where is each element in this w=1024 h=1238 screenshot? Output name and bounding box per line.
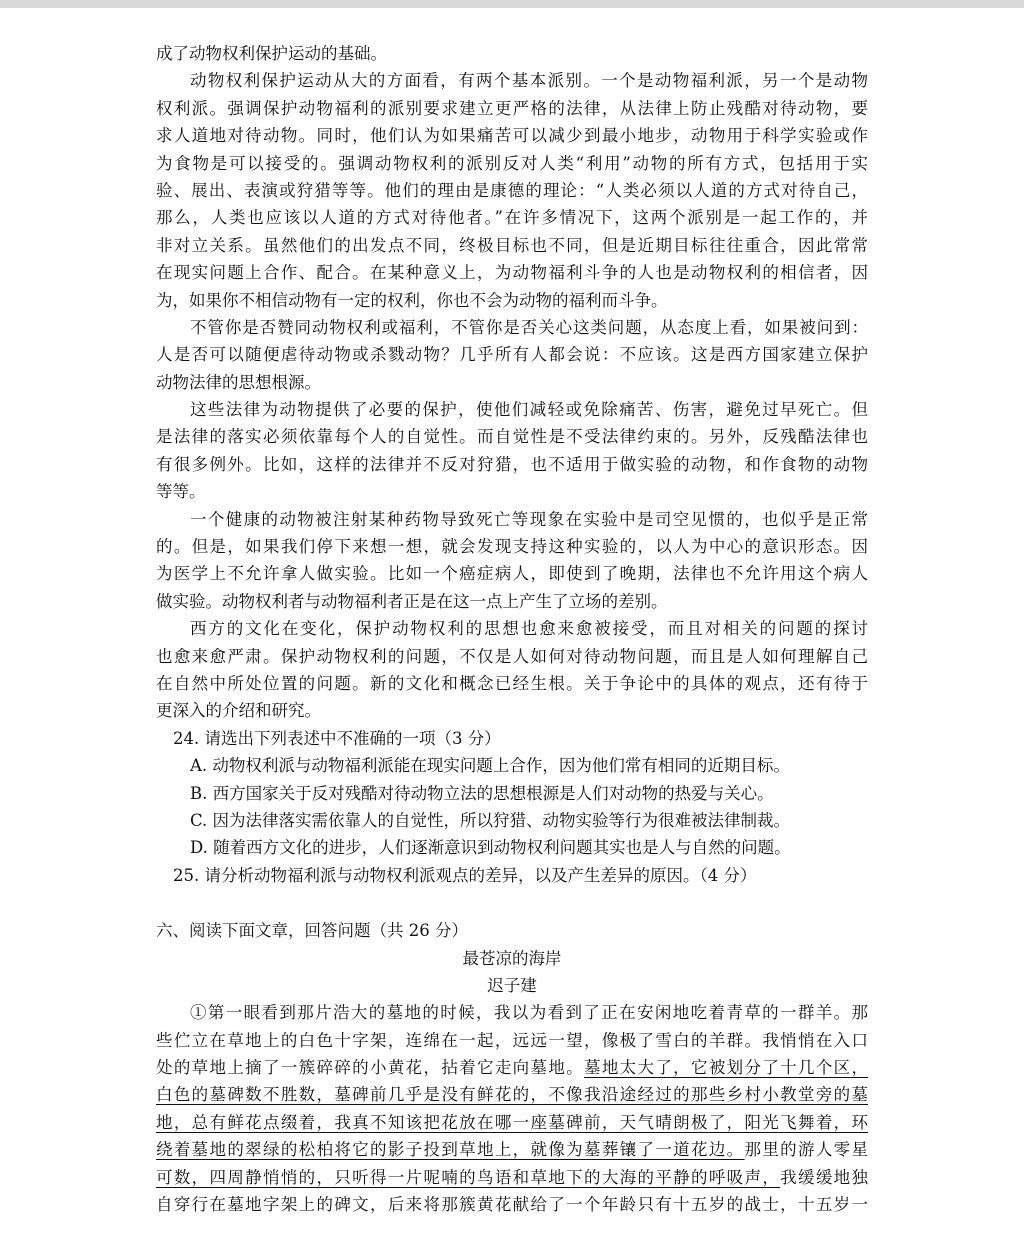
exam-sheet [156, 40, 868, 1218]
article-text: 我缓缓地独 [780, 1167, 868, 1187]
article-text: 处的草地上摘了一簇碎碎的小黄花，拈着它走向墓地。 [156, 1058, 584, 1078]
article-line [156, 1164, 868, 1191]
passage-animal-rights [156, 40, 868, 725]
passage-line: 动物权利保护运动从大的方面看，有两个基本派别。一个是动物福利派，另一个是动物 [190, 71, 868, 91]
passage-line: 也愈来愈严肃。保护动物权利的问题，不仅是人如何对待动物问题，而且是人如何理解自己 [156, 646, 868, 666]
passage-line: 不管你是否赞同动物权利或福利，不管你是否关心这类问题，从态度上看，如果被问到： [190, 317, 868, 337]
underlined-text: 墓地太大了，它被划分了十几个区， [584, 1058, 868, 1078]
underlined-text: 可数，四周静悄悄的，只听得一片呢喃的鸟语和草地下的大海的平静的呼吸声， [156, 1167, 781, 1187]
passage-paragraph [156, 40, 868, 67]
question-24-option-d: D. 随着西方文化的进步，人们逐渐意识到动物权利问题其实也是人与自然的问题。 [190, 838, 791, 858]
passage-line: 等等。 [156, 482, 206, 502]
passage-paragraph [156, 314, 868, 396]
question-25-stem: 25. 请分析动物福利派与动物权利派观点的差异，以及产生差异的原因。（4 分） [173, 865, 757, 885]
article-title: 最苍凉的海岸 [462, 948, 562, 968]
passage-line: 为食物是可以接受的。强调动物权利的派别反对人类“利用”动物的所有方式，包括用于实 [156, 153, 868, 173]
question-24-option-b: B. 西方国家关于反对残酷对待动物立法的思想根源是人们对动物的热爱与关心。 [190, 783, 774, 803]
passage-paragraph [156, 506, 868, 616]
question-24-option-c: C. 因为法律落实需依靠人的自觉性，所以狩猎、动物实验等行为很难被法律制裁。 [190, 810, 791, 830]
passage-line: 一个健康的动物被注射某种药物导致死亡等现象在实验中是司空见惯的，也似乎是正常 [190, 509, 868, 529]
passage-line: 验、展出、表演或狩猎等等。他们的理由是康德的理论：“人类必须以人道的方式对待自己， [156, 180, 868, 200]
passage-line: 做实验。动物权利者与动物福利者正是在这一点上产生了立场的差别。 [156, 591, 668, 611]
passage-paragraph [156, 615, 868, 725]
passage-line: 成了动物权利保护运动的基础。 [156, 44, 387, 63]
article-text: 那里的游人零星 [744, 1140, 868, 1160]
section-gap [156, 889, 868, 917]
section-6-heading: 六、阅读下面文章，回答问题（共 26 分） [156, 921, 468, 941]
passage-line: 为，如果你不相信动物有一定的权利，你也不会为动物的福利而斗争。 [156, 290, 668, 310]
passage-line: 为医学上不允许拿人做实验。比如一个癌症病人，即使到了晚期，法律也不允许用这个病人 [156, 564, 868, 584]
passage-line: 在现实问题上合作、配合。在某种意义上，为动物福利斗争的人也是动物权利的相信者，因 [156, 263, 868, 283]
underlined-text: 地，总有鲜花点缀着，我真不知该把花放在哪一座墓碑前，天气晴朗极了，阳光飞舞着，环 [156, 1112, 868, 1132]
question-25 [156, 862, 868, 889]
article-paragraph-1 [156, 999, 868, 1218]
passage-line: 这些法律为动物提供了必要的保护，使他们减轻或免除痛苦、伤害，避免过早死亡。但 [190, 400, 868, 420]
passage-paragraph [156, 396, 868, 506]
article-line [156, 1109, 868, 1136]
passage-line: 的。但是，如果我们停下来想一想，就会发现支持这种实验的，以人为中心的意识形态。因 [156, 537, 868, 557]
article-line: 自穿行在墓地字架上的碑文，后来将那簇黄花献给了一个年龄只有十五岁的战士，十五岁一 [156, 1195, 868, 1215]
passage-line: 动物法律的思想根源。 [156, 372, 321, 392]
section-6 [156, 917, 868, 1218]
question-24-option-a: A. 动物权利派与动物福利派能在现实问题上合作，因为他们常有相同的近期目标。 [190, 756, 790, 776]
article-line [156, 1136, 868, 1163]
passage-line: 非对立关系。虽然他们的出发点不同，终极目标也不同，但是近期目标往往重合，因此常常 [156, 235, 868, 255]
article-author: 迟子建 [487, 975, 537, 995]
passage-line: 西方的文化在变化，保护动物权利的思想也愈来愈被接受，而且对相关的问题的探讨 [190, 619, 868, 639]
underlined-text: 绕着墓地的翠绿的松柏将它的影子投到草地上，就像为墓葬镶了一道花边。 [156, 1140, 745, 1160]
passage-line: 人是否可以随便虐待动物或杀戮动物？几乎所有人都会说：不应该。这是西方国家建立保护 [156, 345, 868, 365]
passage-line: 权利派。强调保护动物福利的派别要求建立更严格的法律，从法律上防止残酷对待动物，要 [156, 98, 868, 118]
passage-line: 更深入的介绍和研究。 [156, 701, 321, 721]
article-line: ①第一眼看到那片浩大的墓地的时候，我以为看到了正在安闲地吃着青草的一群羊。那 [190, 1003, 868, 1023]
article-line: 些伫立在草地上的白色十字架，连绵在一起，远远一望，像极了雪白的羊群。我悄悄在入口 [156, 1030, 868, 1050]
question-24-stem: 24. 请选出下列表述中不准确的一项（3 分） [173, 728, 501, 748]
article-line [156, 1054, 868, 1081]
passage-paragraph [156, 67, 868, 314]
passage-line: 有很多例外。比如，这样的法律并不反对狩猎，也不适用于做实验的动物，和作食物的动物 [156, 454, 868, 474]
passage-line: 求人道地对待动物。同时，他们认为如果痛苦可以减少到最小地步，动物用于科学实验或作 [156, 126, 868, 146]
underlined-text: 白色的墓碑数不胜数，墓碑前几乎是没有鲜花的，不像我沿途经过的那些乡村小教堂旁的墓 [156, 1085, 868, 1105]
page-top-edge [0, 0, 1024, 8]
question-24 [156, 725, 868, 862]
passage-line: 在自然中所处位置的问题。新的文化和概念已经生根。关于争论中的具体的观点，还有待于 [156, 673, 868, 693]
passage-line: 那么，人类也应该以人道的方式对待他者。”在许多情况下，这两个派别是一起工作的，并 [156, 208, 868, 228]
passage-line: 是法律的落实必须依靠每个人的自觉性。而自觉性是不受法律约束的。另外，反残酷法律也 [156, 427, 868, 447]
article-line [156, 1081, 868, 1108]
